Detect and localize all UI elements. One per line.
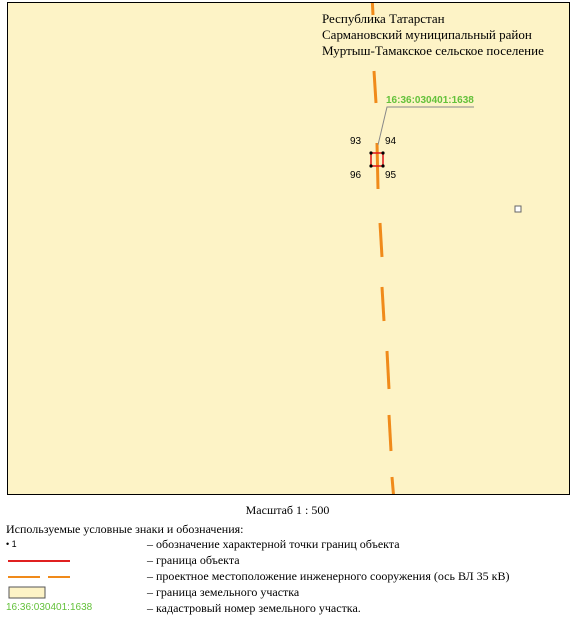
legend-row-point: [6, 537, 571, 553]
region-line-3: Муртыш-Тамакское сельское поселение: [322, 43, 544, 58]
map-graphics: [8, 3, 570, 495]
point-96: [369, 164, 372, 167]
region-caption: [322, 11, 544, 59]
small-square-marker-icon: [515, 206, 521, 212]
power-line-dash: [389, 415, 391, 451]
point-93: [369, 151, 372, 154]
region-line-1: Республика Татарстан: [322, 11, 445, 26]
point-label-96: 96: [350, 170, 362, 181]
legend-row-land-plot: [6, 585, 571, 601]
point-94: [381, 151, 384, 154]
power-line-dash: [382, 287, 384, 321]
legend-row-cadastral: [6, 601, 571, 617]
point-label-95: 95: [385, 170, 397, 181]
legend-point-text: – обозначение характерной точки границ объекта: [147, 537, 400, 551]
land-plot-boundary-icon: [6, 585, 96, 601]
map-scale: Масштаб 1 : 500: [245, 503, 330, 517]
region-line-2: Сармановский муниципальный район: [322, 27, 532, 42]
power-line-dashed-icon: [6, 569, 96, 585]
power-line-dash: [374, 71, 376, 103]
object-boundary-line-icon: [6, 553, 96, 569]
legend-cadastral-symbol: 16:36:030401:1638: [6, 602, 93, 613]
power-line-dash: [380, 223, 382, 257]
point-label-94: 94: [385, 136, 397, 147]
power-line-dash: [387, 351, 389, 389]
power-line-axis: [372, 3, 397, 495]
legend-cadastral-text: – кадастровый номер земельного участка.: [147, 601, 361, 615]
cadastral-number-label[interactable]: 16:36:030401:1638: [386, 95, 474, 106]
map-canvas[interactable]: [7, 2, 570, 495]
legend-land-plot-text: – граница земельного участка: [147, 585, 300, 599]
legend-row-object-boundary: [6, 553, 571, 569]
point-95: [381, 164, 384, 167]
legend-power-line-text: – проектное местоположение инженерного сооружения (ось ВЛ 35 кВ): [147, 569, 510, 583]
legend-object-boundary-text: – граница объекта: [147, 553, 240, 567]
power-line-dash: [392, 477, 394, 495]
legend-row-power-line: [6, 569, 571, 585]
legend-title: Используемые условные знаки и обозначения:: [6, 522, 244, 536]
legend-point-symbol: • 1: [6, 539, 17, 549]
point-label-93: 93: [350, 136, 362, 147]
